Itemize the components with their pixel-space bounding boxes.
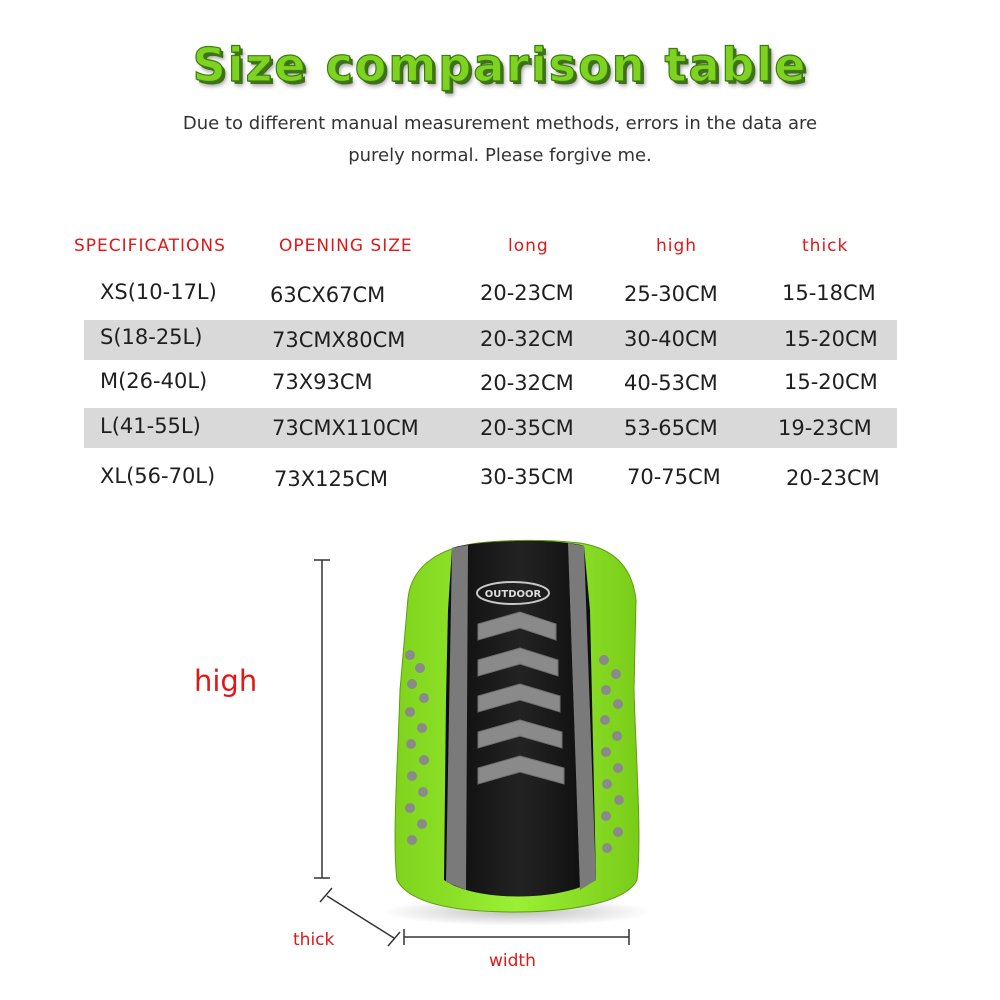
label-high: high [194,664,258,698]
cell-high: 53-65CM [624,416,718,440]
width-dimension-line [404,929,629,945]
cell-spec: XS(10-17L) [100,280,217,304]
cell-high: 40-53CM [624,371,718,395]
label-width: width [489,951,536,971]
header-thick: thick [802,236,849,256]
label-thick: thick [293,930,335,950]
cell-long: 20-32CM [480,327,574,351]
cell-long: 20-35CM [480,416,574,440]
subtitle-line-1: Due to different manual measurement methods, errors in the data are [182,113,818,134]
cell-spec: M(26-40L) [100,369,208,393]
cell-opening-size: 63CX67CM [270,283,386,307]
cell-thick: 15-20CM [784,370,878,394]
cell-long: 20-32CM [480,371,574,395]
cell-thick: 19-23CM [778,416,872,440]
cell-spec: XL(56-70L) [100,464,216,488]
cell-spec: S(18-25L) [100,325,203,349]
cell-high: 30-40CM [624,327,718,351]
outdoor-brand-text: OUTDOOR [484,589,542,600]
cell-long: 20-23CM [480,281,574,305]
cell-opening-size: 73X93CM [272,370,373,394]
cell-high: 25-30CM [624,282,718,306]
cell-thick: 15-20CM [784,327,878,351]
page-title: Size comparison table [192,38,808,92]
cell-thick: 20-23CM [786,466,880,490]
cell-spec: L(41-55L) [100,414,201,438]
cell-opening-size: 73CMX80CM [272,328,406,352]
header-long: long [508,236,549,256]
cell-opening-size: 73CMX110CM [272,416,419,440]
subtitle-line-2: purely normal. Please forgive me. [348,145,652,166]
cell-thick: 15-18CM [782,281,876,305]
header-specifications: SPECIFICATIONS [74,236,226,256]
header-high: high [656,236,698,256]
cell-long: 30-35CM [480,465,574,489]
height-dimension-line [314,560,330,878]
cell-opening-size: 73X125CM [274,467,388,491]
cell-high: 70-75CM [627,465,721,489]
header-opening-size: OPENING SIZE [279,236,413,256]
